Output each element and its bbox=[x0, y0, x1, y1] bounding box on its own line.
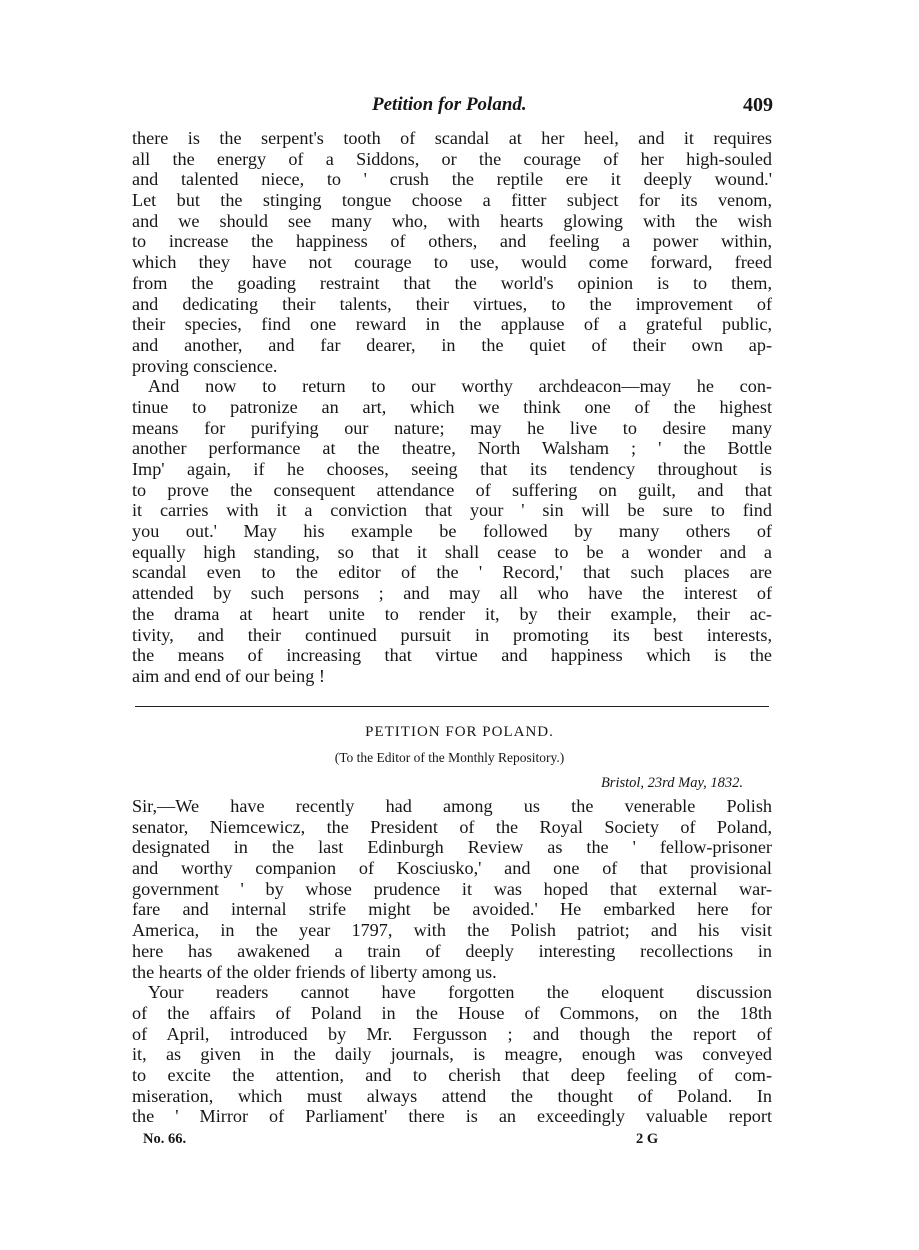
editor-note: (To the Editor of the Monthly Repository.) bbox=[334, 750, 565, 765]
text-line: it carries with it a conviction that your ' sin will be sure to find bbox=[132, 500, 772, 521]
text-line: it, as given in the daily journals, is meagre, enough was conveyed bbox=[132, 1044, 772, 1065]
text-line: tinue to patronize an art, which we think one of the highest bbox=[132, 396, 772, 417]
issue-number: No. 66. bbox=[143, 1131, 187, 1147]
text-line: to increase the happiness of others, and feeling a power within, bbox=[132, 231, 772, 252]
text-line: fare and internal strife might be avoided.' He embarked here for bbox=[132, 899, 772, 920]
text-line: of the affairs of Poland in the House of Commons, on the 18th bbox=[132, 1002, 772, 1023]
text-line: Imp' again, if he chooses, seeing that its tendency throughout is bbox=[132, 459, 772, 479]
text-line: the means of increasing that virtue and happiness which is the bbox=[132, 645, 772, 666]
text-line: government ' by whose prudence it was hoped that external war- bbox=[132, 878, 772, 899]
text-line: to prove the consequent attendance of suffering on guilt, and that bbox=[132, 479, 772, 500]
text-line: their species, find one reward in the applause of a grateful public, bbox=[132, 314, 772, 335]
text-line: miseration, which must always attend the thought of Poland. In bbox=[132, 1085, 772, 1106]
text-line: senator, Niemcewicz, the President of the Royal Society of Poland, bbox=[132, 816, 772, 837]
text-line: the hearts of the older friends of liberty among us. bbox=[132, 961, 497, 982]
text-line: and worthy companion of Kosciusko,' and one of that provisional bbox=[132, 858, 772, 879]
letter-body bbox=[132, 796, 772, 1127]
text-line: and another, and far dearer, in the quiet of their own ap- bbox=[132, 334, 772, 355]
text-line: and we should see many who, with hearts glowing with the wish bbox=[132, 210, 772, 231]
running-title: Petition for Poland. bbox=[372, 94, 527, 115]
text-line: And now to return to our worthy archdeacon—may he con- bbox=[148, 376, 772, 397]
text-line: the drama at heart unite to render it, by their example, their ac- bbox=[132, 603, 772, 624]
text-line: designated in the last Edinburgh Review as the ' fellow-prisoner bbox=[132, 837, 772, 858]
text-line: which they have not courage to use, would come forward, freed bbox=[132, 252, 772, 273]
text-line: equally high standing, so that it shall cease to be a wonder and a bbox=[132, 541, 772, 562]
article-title: PETITION FOR POLAND. bbox=[365, 724, 554, 740]
text-line: all the energy of a Siddons, or the courage of her high-souled bbox=[132, 148, 772, 169]
text-line: proving conscience. bbox=[132, 355, 278, 376]
text-line: to excite the attention, and to cherish that deep feeling of com- bbox=[132, 1064, 772, 1085]
page-header bbox=[0, 94, 919, 124]
text-line: means for purifying our nature; may he live to desire many bbox=[132, 417, 772, 438]
text-line: the ' Mirror of Parliament' there is an exceedingly valuable report bbox=[132, 1106, 772, 1127]
signature-mark: 2 G bbox=[636, 1131, 659, 1147]
text-line: here has awakened a train of deeply interesting recollections in bbox=[132, 940, 772, 961]
text-line: Sir,—We have recently had among us the venerable Polish bbox=[132, 796, 772, 816]
text-line: and talented niece, to ' crush the reptile ere it deeply wound.' bbox=[132, 169, 772, 190]
text-line: and dedicating their talents, their virtues, to the improvement of bbox=[132, 293, 772, 314]
text-line: America, in the year 1797, with the Polish patriot; and his visit bbox=[132, 920, 772, 941]
text-line: Let but the stinging tongue choose a fitter subject for its venom, bbox=[132, 190, 772, 211]
text-line: Your readers cannot have forgotten the eloquent discussion bbox=[148, 982, 772, 1003]
page-number: 409 bbox=[743, 94, 773, 116]
continued-paragraphs bbox=[132, 128, 772, 687]
dateline: Bristol, 23rd May, 1832. bbox=[600, 775, 743, 791]
text-line: tivity, and their continued pursuit in promoting its best interests, bbox=[132, 624, 772, 645]
text-line: attended by such persons ; and may all who have the interest of bbox=[132, 583, 772, 604]
text-line: you out.' May his example be followed by many others of bbox=[132, 521, 772, 542]
text-line: aim and end of our being ! bbox=[132, 665, 325, 686]
page-footer bbox=[0, 1131, 919, 1153]
text-line: there is the serpent's tooth of scandal at her heel, and it requires bbox=[132, 128, 772, 148]
text-line: another performance at the theatre, North Walsham ; ' the Bottle bbox=[132, 438, 772, 459]
section-divider bbox=[135, 706, 769, 707]
text-line: scandal even to the editor of the ' Record,' that such places are bbox=[132, 562, 772, 583]
text-line: of April, introduced by Mr. Fergusson ; and though the report of bbox=[132, 1023, 772, 1044]
text-line: from the goading restraint that the world's opinion is to them, bbox=[132, 272, 772, 293]
